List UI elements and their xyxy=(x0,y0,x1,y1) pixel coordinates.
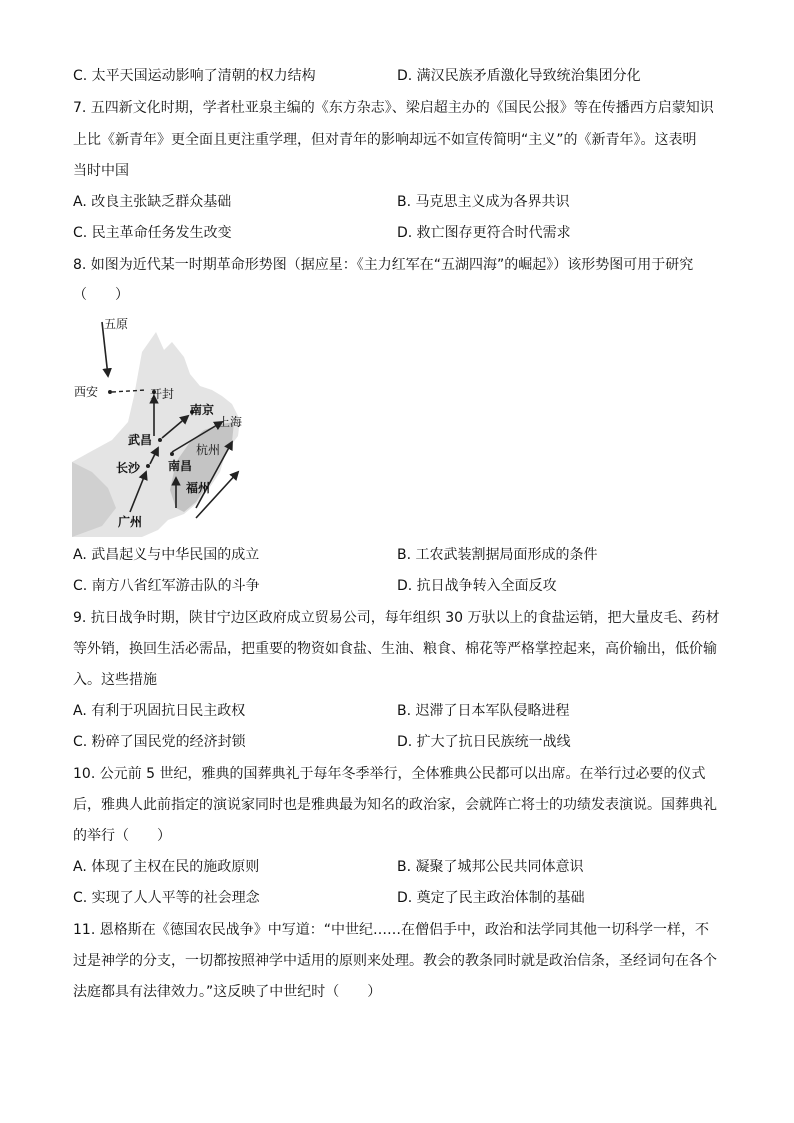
q7-option-b: B. 马克思主义成为各界共识 xyxy=(397,194,570,210)
map-label-xian: 西安 xyxy=(74,385,99,399)
city-dot-wuchang xyxy=(158,438,162,442)
city-dot-changsha xyxy=(146,464,150,468)
map-label-fuzhou: 福州 xyxy=(186,481,211,495)
q10-stem-line1: 10. 公元前 5 世纪，雅典的国葬典礼于每年冬季举行，全体雅典公民都可以出席。在举行过必要的仪式 xyxy=(73,766,706,782)
q7-option-d: D. 救亡图存更符合时代需求 xyxy=(397,225,571,241)
q9-option-d: D. 扩大了抗日民族统一战线 xyxy=(397,734,571,750)
q9-option-c: C. 粉碎了国民党的经济封锁 xyxy=(73,734,246,750)
q11-stem-line1: 11. 恩格斯在《德国农民战争》中写道：“中世纪……在僧侣手中，政治和法学同其他一切科学一样，不 xyxy=(73,922,709,938)
city-dot-xian xyxy=(108,390,112,394)
q9-option-b: B. 迟滞了日本军队侵略进程 xyxy=(397,703,570,719)
q7-option-c: C. 民主革命任务发生改变 xyxy=(73,225,232,241)
q10-option-b: B. 凝聚了城邦公民共同体意识 xyxy=(397,859,584,875)
q11-stem-line3: 法庭都具有法律效力。”这反映了中世纪时（ ） xyxy=(73,984,382,1000)
map-label-wuyuan: 五原 xyxy=(104,317,129,331)
q7-stem-line2: 上比《新青年》更全面且更注重学理，但对青年的影响却远不如宣传简明“主义”的《新青年》。这表明 xyxy=(73,132,697,148)
q9-stem-line3: 入。这些措施 xyxy=(73,672,157,688)
q10-option-a: A. 体现了主权在民的施政原则 xyxy=(73,859,260,875)
q9-stem-line2: 等外销，换回生活必需品，把重要的物资如食盐、生油、粮食、棉花等严格掌控起来，高价输出，低价输 xyxy=(73,641,717,657)
q8-stem-line1: 8. 如图为近代某一时期革命形势图（据应星：《主力红军在“五湖四海”的崛起》）该形势图可用于研究 xyxy=(73,257,694,273)
q7-stem-line3: 当时中国 xyxy=(73,163,129,179)
map-label-nanjing: 南京 xyxy=(190,403,215,417)
map-label-hangzhou: 杭州 xyxy=(196,443,221,457)
q8-option-c: C. 南方八省红军游击队的斗争 xyxy=(73,578,260,594)
q9-stem-line1: 9. 抗日战争时期，陕甘宁边区政府成立贸易公司，每年组织 30 万驮以上的食盐运销，把大量皮毛、药材 xyxy=(73,610,720,626)
q8-option-d: D. 抗日战争转入全面反攻 xyxy=(397,578,557,594)
q10-stem-line2: 后，雅典人此前指定的演说家同时也是雅典最为知名的政治家，会就阵亡将士的功绩发表演说。国葬典礼 xyxy=(73,797,717,813)
map-label-kaifeng: 开封 xyxy=(150,387,175,401)
revolution-situation-map xyxy=(72,312,250,537)
map-label-wuchang: 武昌 xyxy=(128,433,153,447)
map-label-nanchang: 南昌 xyxy=(168,459,193,473)
q8-option-b: B. 工农武装割据局面形成的条件 xyxy=(397,547,598,563)
q10-option-d: D. 奠定了民主政治体制的基础 xyxy=(397,890,585,906)
q10-stem-line3: 的举行（ ） xyxy=(73,828,171,844)
q7-option-a: A. 改良主张缺乏群众基础 xyxy=(73,194,232,210)
q7-stem-line1: 7. 五四新文化时期，学者杜亚泉主编的《东方杂志》、梁启超主办的《国民公报》等在传播西方启蒙知识 xyxy=(73,100,714,116)
map-label-changsha: 长沙 xyxy=(116,461,141,475)
q10-option-c: C. 实现了人人平等的社会理念 xyxy=(73,890,260,906)
q8-stem-line2: （ ） xyxy=(73,287,129,303)
q6-option-c: C. 太平天国运动影响了清朝的权力结构 xyxy=(73,68,316,84)
q9-option-a: A. 有利于巩固抗日民主政权 xyxy=(73,703,246,719)
city-dot-nanchang xyxy=(170,452,174,456)
q11-stem-line2: 过是神学的分支，一切都按照神学中适用的原则来处理。教会的教条同时就是政治信条，圣经词句在各个 xyxy=(73,953,717,969)
q6-option-d: D. 满汉民族矛盾激化导致统治集团分化 xyxy=(397,68,641,84)
q8-option-a: A. 武昌起义与中华民国的成立 xyxy=(73,547,260,563)
map-label-shanghai: 上海 xyxy=(218,415,243,429)
map-label-guangzhou: 广州 xyxy=(118,515,143,529)
